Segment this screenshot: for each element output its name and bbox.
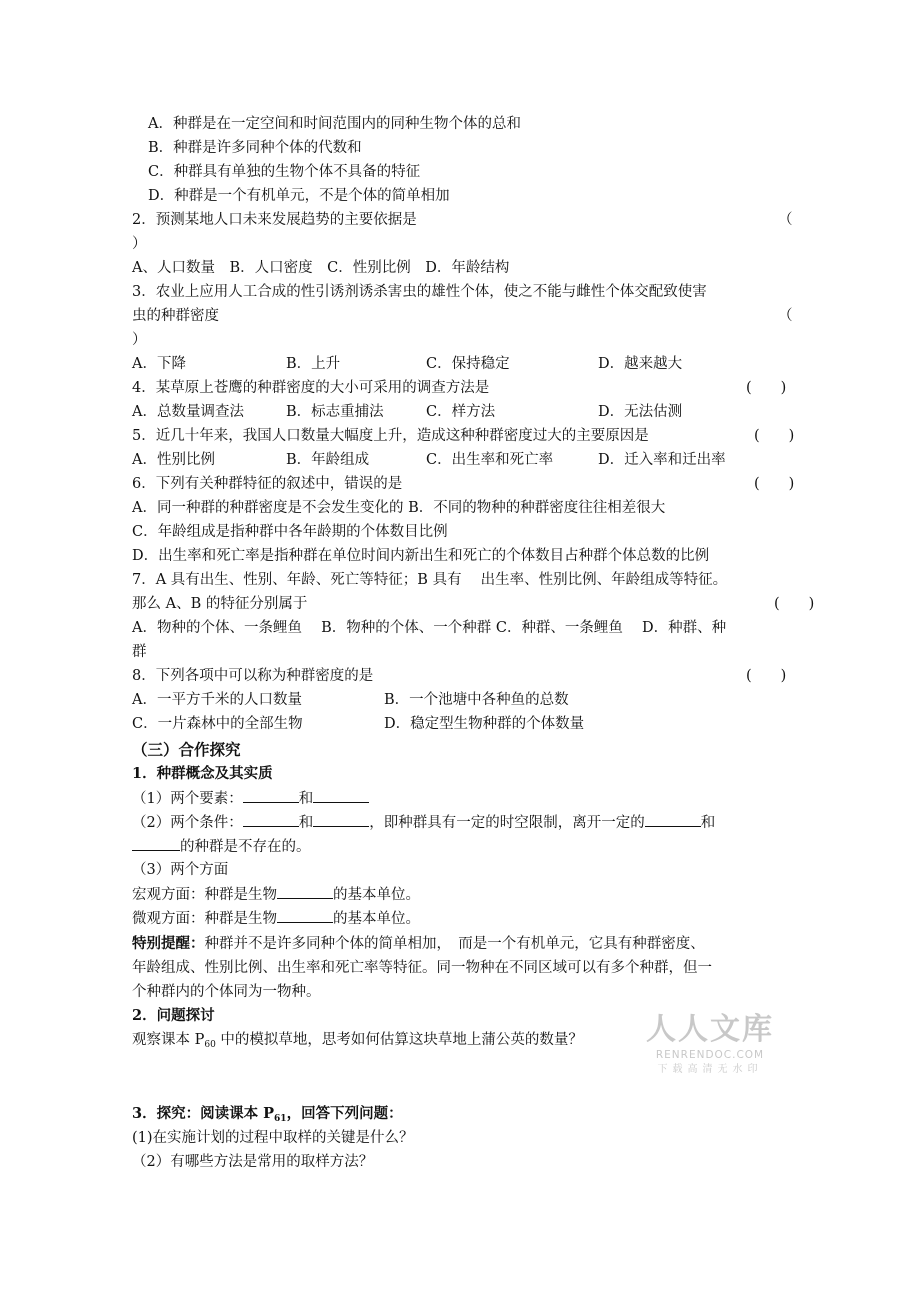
q4-option-d: D．无法估测	[598, 404, 683, 420]
q7-stem-line1: 7．A 具有出生、性别、年龄、死亡等特征；B 具有 出生率、性别比例、年龄组成等特征。	[132, 572, 728, 588]
q3-stem-line2: 虫的种群密度	[132, 308, 219, 324]
part3-title-a: 3．探究：阅读课本 P	[132, 1105, 275, 1122]
part1-conditions-cont	[132, 836, 311, 857]
part1-aspects-label: （3）两个方面	[132, 862, 229, 878]
macro-text: 宏观方面：种群是生物	[132, 887, 277, 903]
q4-option-b: B．标志重捕法	[286, 404, 384, 420]
q4-stem: 4．某草原上苍鹰的种群密度的大小可采用的调查方法是	[132, 380, 490, 396]
conditions-end-text: 的种群是不存在的。	[180, 839, 311, 855]
q6-option-c: C．年龄组成是指种群中各年龄期的个体数目比例	[132, 524, 448, 540]
q3-paren-close: ）	[132, 332, 147, 348]
tip-label: 特别提醒：	[132, 935, 205, 952]
q6-stem: 6．下列有关种群特征的叙述中，错误的是	[132, 476, 403, 492]
tip-line3: 个种群内的个体同为一物种。	[132, 984, 321, 1000]
q7-options-cont: 群	[132, 644, 147, 660]
part1-elements-line	[132, 788, 369, 809]
watermark-site: RENRENDOC.COM	[655, 1049, 765, 1061]
part3-title-b: ，回答下列问题：	[286, 1105, 403, 1122]
fill-blank[interactable]	[313, 788, 369, 803]
tip-line1	[132, 934, 705, 954]
fill-blank[interactable]	[277, 884, 333, 899]
part2-question	[132, 1030, 583, 1055]
part3-question-2: （2）有哪些方法是常用的取样方法？	[132, 1154, 374, 1170]
q3-stem-line1: 3．农业上应用人工合成的性引诱剂诱杀害虫的雄性个体，使之不能与雌性个体交配致使害	[132, 284, 707, 300]
conjunction-text: 和	[298, 791, 314, 807]
q3-option-c: C．保持稳定	[426, 356, 510, 372]
fill-blank[interactable]	[277, 908, 333, 923]
watermark-logo	[644, 1012, 776, 1078]
section-heading: （三）合作探究	[132, 740, 241, 759]
watermark-slogan: 下载高清无水印	[657, 1064, 763, 1075]
fill-blank[interactable]	[132, 836, 180, 851]
fill-blank[interactable]	[243, 788, 299, 803]
fill-blank[interactable]	[243, 812, 299, 827]
q5-stem: 5．近几十年来，我国人口数量大幅度上升，造成这种种群密度过大的主要原因是	[132, 428, 649, 444]
macro-end-text: 的基本单位。	[333, 887, 420, 903]
q3-paren-open: （	[778, 308, 793, 324]
q8-option-c: C．一片森林中的全部生物	[132, 716, 303, 732]
part2-text-b: 中的模拟草地，思考如何估算这块草地上蒲公英的数量？	[215, 1032, 583, 1048]
q3-option-b: B．上升	[286, 356, 341, 372]
q4-option-a: A．总数量调查法	[132, 404, 244, 420]
fill-blank[interactable]	[313, 812, 369, 827]
q1-option-a: A．种群是在一定空间和时间范围内的同种生物个体的总和	[148, 116, 521, 132]
q5-option-c: C．出生率和死亡率	[426, 452, 554, 468]
page-subscript: 60	[204, 1040, 216, 1050]
part3-title	[132, 1104, 403, 1129]
watermark-title: 人人文库	[646, 1012, 774, 1047]
micro-text: 微观方面：种群是生物	[132, 911, 277, 927]
q8-option-d: D．稳定型生物种群的个体数量	[384, 716, 585, 732]
part1-conditions-label: （2）两个条件：	[132, 815, 243, 831]
q3-option-d: D．越来越大	[598, 356, 683, 372]
q8-paren: ( )	[746, 668, 787, 684]
q5-option-a: A．性别比例	[132, 452, 215, 468]
conditions-text: ，即种群具有一定的时空限制，离开一定的	[369, 815, 645, 831]
part2-text-a: 观察课本 P	[132, 1032, 205, 1048]
micro-line	[132, 908, 420, 929]
q7-stem-line2: 那么 A、B 的特征分别属于	[132, 596, 308, 612]
conjunction-text: 和	[298, 815, 314, 831]
q5-option-d: D．迁入率和迁出率	[598, 452, 726, 468]
q8-option-b: B．一个池塘中各种鱼的总数	[384, 692, 569, 708]
part1-title: 1．种群概念及其实质	[132, 765, 273, 782]
q5-option-b: B．年龄组成	[286, 452, 370, 468]
q6-option-ab: A．同一种群的种群密度是不会发生变化的 B．不同的物种的种群密度往往相差很大	[132, 500, 666, 516]
q1-option-d: D．种群是一个有机单元，不是个体的简单相加	[148, 188, 450, 204]
page-subscript: 61	[274, 1114, 287, 1124]
tip-text-1: 种群并不是许多同种个体的简单相加， 而是一个有机单元，它具有种群密度、	[204, 936, 705, 952]
micro-end-text: 的基本单位。	[333, 911, 420, 927]
q1-option-c: C．种群具有单独的生物个体不具备的特征	[148, 164, 421, 180]
q2-options: A、人口数量 B．人口密度 C．性别比例 D．年龄结构	[132, 260, 510, 276]
q3-option-a: A．下降	[132, 356, 186, 372]
q8-stem: 8．下列各项中可以称为种群密度的是	[132, 668, 374, 684]
q6-paren: ( )	[754, 476, 795, 492]
q7-paren: ( )	[774, 596, 815, 612]
q8-option-a: A．一平方千米的人口数量	[132, 692, 302, 708]
q2-paren-open: （	[778, 212, 793, 228]
part1-conditions-line	[132, 812, 715, 833]
q4-paren: ( )	[746, 380, 787, 396]
part2-title: 2．问题探讨	[132, 1007, 215, 1024]
part1-elements-label: （1）两个要素：	[132, 791, 243, 807]
fill-blank[interactable]	[645, 812, 701, 827]
macro-line	[132, 884, 420, 905]
q4-option-c: C．样方法	[426, 404, 496, 420]
tip-line2: 年龄组成、性别比例、出生率和死亡率等特征。同一物种在不同区域可以有多个种群，但一	[132, 960, 712, 976]
q2-paren-close: ）	[132, 236, 147, 252]
q7-options: A．物种的个体、一条鲤鱼 B．物种的个体、一个种群 C．种群、一条鲤鱼 D．种群、种	[132, 620, 727, 636]
q2-stem: 2．预测某地人口未来发展趋势的主要依据是	[132, 212, 417, 228]
conjunction-text: 和	[700, 815, 716, 831]
q5-paren: ( )	[754, 428, 795, 444]
q6-option-d: D．出生率和死亡率是指种群在单位时间内新出生和死亡的个体数目占种群个体总数的比例	[132, 548, 710, 564]
part3-question-1: (1)在实施计划的过程中取样的关键是什么？	[132, 1130, 414, 1146]
q1-option-b: B．种群是许多同种个体的代数和	[148, 140, 362, 156]
